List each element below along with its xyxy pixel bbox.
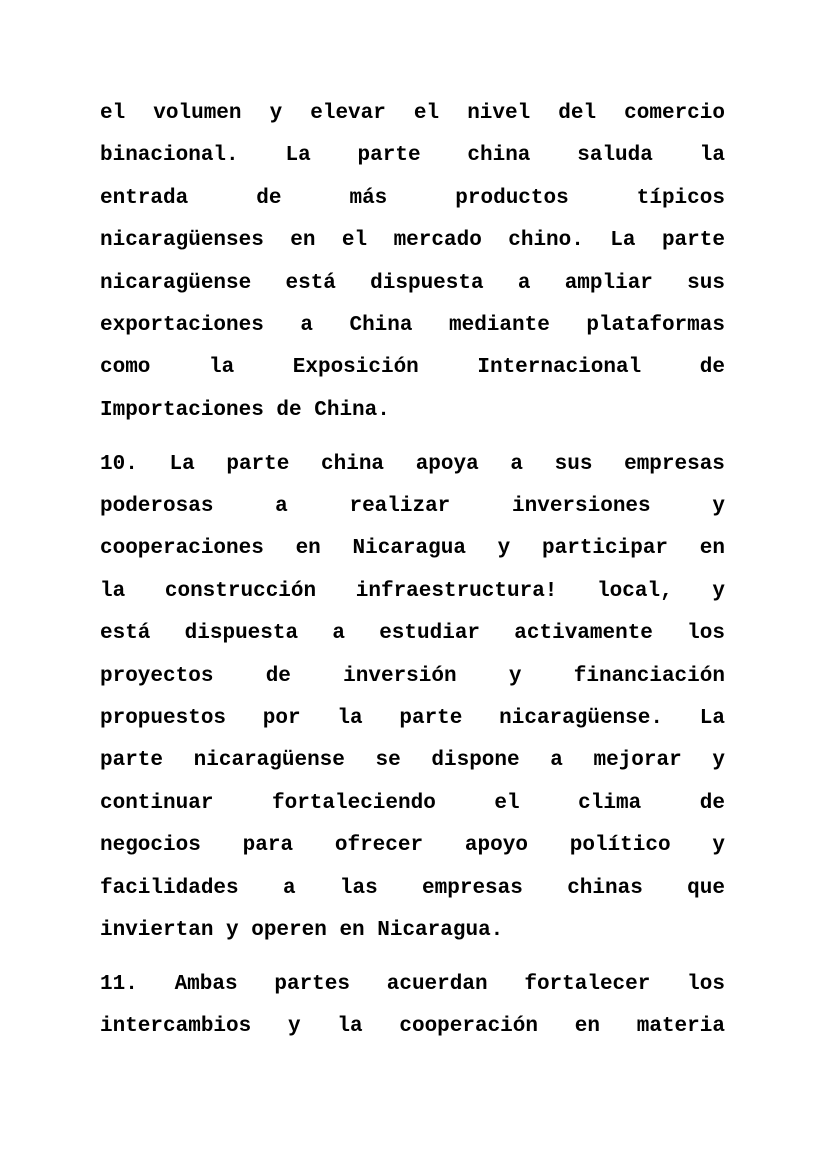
- word: sus: [554, 452, 593, 476]
- text-line: [100, 613, 725, 655]
- text-line: [100, 305, 725, 347]
- word: proyectos: [100, 664, 214, 688]
- text-line: [100, 1006, 725, 1048]
- word: exportaciones: [100, 313, 264, 337]
- word: el: [341, 229, 368, 253]
- word: La: [699, 706, 725, 730]
- word: a: [282, 876, 296, 900]
- word: a: [510, 452, 523, 476]
- word: político: [569, 834, 671, 858]
- document-body: [100, 93, 725, 1049]
- word: más: [349, 186, 388, 210]
- word: y: [269, 102, 283, 125]
- word: partes: [274, 972, 350, 996]
- word: saluda: [577, 144, 653, 168]
- word: China: [349, 313, 413, 337]
- word: china: [321, 452, 385, 476]
- word: Nicaragua.: [377, 918, 504, 942]
- word: participar: [542, 537, 669, 561]
- word: empresas: [422, 876, 523, 900]
- word: apoya: [415, 452, 479, 476]
- text-line: [100, 135, 725, 177]
- word: entrada: [100, 186, 189, 210]
- text-line: [100, 964, 725, 1006]
- word: intercambios: [100, 1015, 252, 1039]
- word: materia: [636, 1015, 725, 1039]
- word: parte: [226, 452, 290, 476]
- paragraph-gap: [100, 432, 725, 444]
- paragraph: [100, 444, 725, 953]
- word: financiación: [573, 664, 725, 688]
- word: comercio: [624, 102, 725, 125]
- word: los: [687, 622, 725, 646]
- word: en: [295, 537, 321, 561]
- word: inversiones: [512, 495, 651, 519]
- word: clima: [578, 791, 642, 815]
- word: y: [497, 537, 511, 561]
- word: 11.: [100, 972, 138, 996]
- word: como: [100, 356, 151, 380]
- word: y: [226, 918, 239, 942]
- word: plataformas: [586, 313, 725, 337]
- word: que: [687, 876, 725, 900]
- word: inviertan: [100, 918, 214, 942]
- word: la: [337, 706, 363, 730]
- word: poderosas: [100, 495, 214, 519]
- word: fortalecer: [524, 972, 651, 996]
- word: la: [699, 144, 725, 168]
- word: 10.: [100, 452, 138, 476]
- word: fortaleciendo: [271, 791, 436, 815]
- text-line: [100, 93, 725, 135]
- word: cooperaciones: [100, 537, 264, 561]
- word: binacional.: [100, 144, 239, 168]
- word: nicaragüense: [193, 749, 345, 773]
- word: las: [339, 876, 378, 900]
- text-line: [100, 390, 725, 432]
- word: mejorar: [593, 749, 682, 773]
- word: está: [285, 271, 336, 295]
- word: La: [169, 452, 195, 476]
- word: los: [687, 972, 725, 996]
- word: realizar: [349, 495, 451, 519]
- word: facilidades: [100, 876, 239, 900]
- word: por: [262, 706, 301, 730]
- word: Internacional: [477, 356, 642, 380]
- text-line: [100, 528, 725, 570]
- word: local,: [597, 579, 673, 603]
- text-line: [100, 486, 725, 528]
- word: en: [699, 537, 725, 561]
- word: dispuesta: [370, 271, 484, 295]
- word: de: [276, 398, 302, 422]
- word: infraestructura!: [355, 579, 558, 603]
- word: parte: [661, 229, 725, 253]
- word: mercado: [393, 229, 482, 253]
- word: dispuesta: [184, 622, 299, 646]
- text-line: [100, 571, 725, 613]
- word: a: [275, 495, 288, 519]
- word: mediante: [449, 313, 550, 337]
- text-line: [100, 656, 725, 698]
- word: en: [290, 229, 316, 253]
- word: y: [712, 495, 725, 519]
- word: de: [265, 664, 291, 688]
- word: china: [467, 144, 531, 168]
- word: acuerdan: [386, 972, 488, 996]
- word: sus: [687, 271, 725, 295]
- word: cooperación: [399, 1015, 538, 1039]
- word: ofrecer: [334, 834, 424, 858]
- word: la: [337, 1015, 363, 1039]
- word: continuar: [100, 791, 214, 815]
- word: volumen: [153, 102, 242, 125]
- word: está: [100, 622, 151, 646]
- word: el: [413, 102, 440, 125]
- word: negocios: [100, 834, 201, 858]
- word: chinas: [567, 876, 643, 900]
- word: el: [494, 791, 520, 815]
- text-line: [100, 444, 725, 486]
- word: La: [285, 144, 311, 168]
- word: elevar: [310, 102, 386, 125]
- word: nivel: [467, 102, 531, 125]
- word: nicaragüense: [100, 271, 252, 295]
- text-line: [100, 220, 725, 262]
- word: en: [574, 1015, 600, 1039]
- word: la: [208, 356, 235, 380]
- word: Importaciones: [100, 398, 264, 422]
- paragraph: [100, 964, 725, 1049]
- paragraph-gap: [100, 952, 725, 964]
- word: nicaragüenses: [100, 229, 264, 253]
- word: nicaragüense.: [499, 706, 663, 730]
- text-line: [100, 783, 725, 825]
- word: parte: [100, 749, 164, 773]
- word: y: [712, 749, 725, 773]
- word: el: [100, 102, 126, 125]
- word: inversión: [343, 664, 457, 688]
- text-line: [100, 178, 725, 220]
- word: del: [558, 102, 597, 125]
- word: y: [712, 834, 725, 858]
- word: dispone: [431, 749, 520, 773]
- word: Exposición: [292, 356, 419, 380]
- word: propuestos: [100, 706, 227, 730]
- word: para: [242, 834, 294, 858]
- word: y: [712, 579, 725, 603]
- word: China.: [314, 398, 390, 422]
- word: La: [610, 229, 636, 253]
- word: empresas: [624, 452, 725, 476]
- word: ampliar: [564, 271, 653, 295]
- word: de: [699, 791, 725, 815]
- word: a: [550, 749, 563, 773]
- paragraph: [100, 93, 725, 432]
- text-line: [100, 910, 725, 952]
- word: de: [256, 186, 282, 210]
- word: activamente: [514, 622, 653, 646]
- text-line: [100, 868, 725, 910]
- word: a: [332, 622, 345, 646]
- word: chino.: [508, 229, 584, 253]
- text-line: [100, 263, 725, 305]
- word: la: [100, 579, 126, 603]
- word: se: [375, 749, 401, 773]
- text-line: [100, 740, 725, 782]
- word: estudiar: [379, 622, 481, 646]
- word: típicos: [636, 186, 725, 210]
- word: construcción: [164, 579, 317, 603]
- word: de: [699, 356, 725, 380]
- word: a: [517, 271, 531, 295]
- word: a: [300, 313, 313, 337]
- word: operen: [251, 918, 327, 942]
- text-line: [100, 825, 725, 867]
- text-line: [100, 698, 725, 740]
- word: parte: [399, 706, 463, 730]
- word: apoyo: [464, 834, 528, 858]
- word: Ambas: [174, 972, 238, 996]
- word: y: [508, 664, 522, 688]
- word: Nicaragua: [352, 537, 466, 561]
- word: parte: [357, 144, 421, 168]
- word: productos: [455, 186, 569, 210]
- word: y: [288, 1015, 301, 1039]
- text-line: [100, 347, 725, 389]
- word: en: [339, 918, 365, 942]
